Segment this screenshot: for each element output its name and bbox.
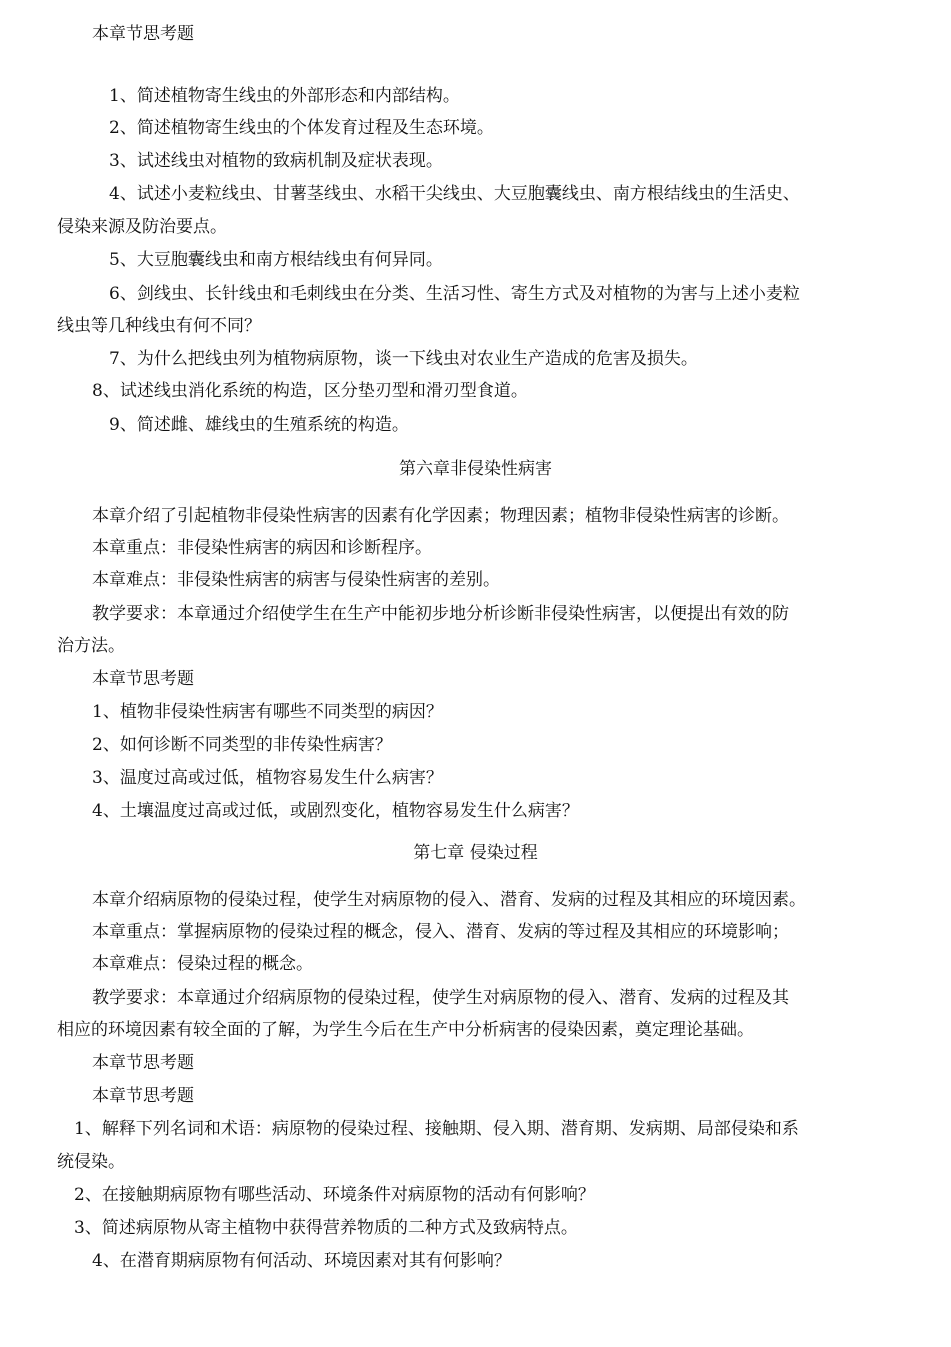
- difficulties: 本章难点：侵染过程的概念。: [92, 954, 313, 974]
- teaching-requirements-continued: 治方法。: [57, 636, 125, 656]
- question-item: 1、简述植物寄生线虫的外部形态和内部结构。: [109, 86, 460, 106]
- question-item: 1、植物非侵染性病害有哪些不同类型的病因？: [92, 702, 443, 722]
- question-item: 4、土壤温度过高或过低，或剧烈变化，植物容易发生什么病害？: [92, 801, 579, 821]
- chapter-title: 第六章非侵染性病害: [399, 459, 552, 479]
- question-item: 5、大豆胞囊线虫和南方根结线虫有何异同。: [109, 250, 443, 270]
- question-item: 3、温度过高或过低，植物容易发生什么病害？: [92, 768, 443, 788]
- question-item: 2、简述植物寄生线虫的个体发育过程及生态环境。: [109, 118, 494, 138]
- teaching-requirements: 教学要求：本章通过介绍病原物的侵染过程，使学生对病原物的侵入、潜育、发病的过程及其: [92, 988, 789, 1008]
- key-points: 本章重点：掌握病原物的侵染过程的概念，侵入、潜育、发病的等过程及其相应的环境影响；: [92, 922, 789, 942]
- question-item-continued: 统侵染。: [57, 1152, 125, 1172]
- questions-heading: 本章节思考题: [92, 1053, 194, 1073]
- question-item-continued: 侵染来源及防治要点。: [57, 217, 227, 237]
- question-item: 7、为什么把线虫列为植物病原物，谈一下线虫对农业生产造成的危害及损失。: [109, 349, 698, 369]
- question-item: 2、在接触期病原物有哪些活动、环境条件对病原物的活动有何影响？: [74, 1185, 595, 1205]
- question-item: 2、如何诊断不同类型的非传染性病害？: [92, 735, 392, 755]
- question-item-continued: 线虫等几种线虫有何不同？: [57, 316, 261, 336]
- question-item: 9、简述雌、雄线虫的生殖系统的构造。: [109, 415, 409, 435]
- question-item: 3、试述线虫对植物的致病机制及症状表现。: [109, 151, 443, 171]
- key-points: 本章重点：非侵染性病害的病因和诊断程序。: [92, 538, 432, 558]
- questions-heading: 本章节思考题: [92, 24, 194, 44]
- difficulties: 本章难点：非侵染性病害的病害与侵染性病害的差别。: [92, 570, 500, 590]
- question-item: 3、简述病原物从寄主植物中获得营养物质的二种方式及致病特点。: [74, 1218, 578, 1238]
- questions-heading: 本章节思考题: [92, 669, 194, 689]
- chapter-intro: 本章介绍病原物的侵染过程，使学生对病原物的侵入、潜育、发病的过程及其相应的环境因素。: [92, 890, 806, 910]
- question-item: 4、在潜育期病原物有何活动、环境因素对其有何影响？: [92, 1251, 511, 1271]
- questions-heading: 本章节思考题: [92, 1086, 194, 1106]
- teaching-requirements-continued: 相应的环境因素有较全面的了解，为学生今后在生产中分析病害的侵染因素，奠定理论基础。: [57, 1020, 754, 1040]
- question-item: 8、试述线虫消化系统的构造，区分垫刃型和滑刃型食道。: [92, 381, 528, 401]
- question-item: 6、剑线虫、长针线虫和毛刺线虫在分类、生活习性、寄生方式及对植物的为害与上述小麦粒: [109, 284, 800, 304]
- teaching-requirements: 教学要求：本章通过介绍使学生在生产中能初步地分析诊断非侵染性病害，以便提出有效的防: [92, 604, 789, 624]
- question-item: 4、试述小麦粒线虫、甘薯茎线虫、水稻干尖线虫、大豆胞囊线虫、南方根结线虫的生活史、: [109, 184, 800, 204]
- question-item: 1、解释下列名词和术语：病原物的侵染过程、接触期、侵入期、潜育期、发病期、局部侵染和系: [74, 1119, 799, 1139]
- chapter-title: 第七章 侵染过程: [413, 843, 538, 863]
- chapter-intro: 本章介绍了引起植物非侵染性病害的因素有化学因素；物理因素；植物非侵染性病害的诊断。: [92, 506, 789, 526]
